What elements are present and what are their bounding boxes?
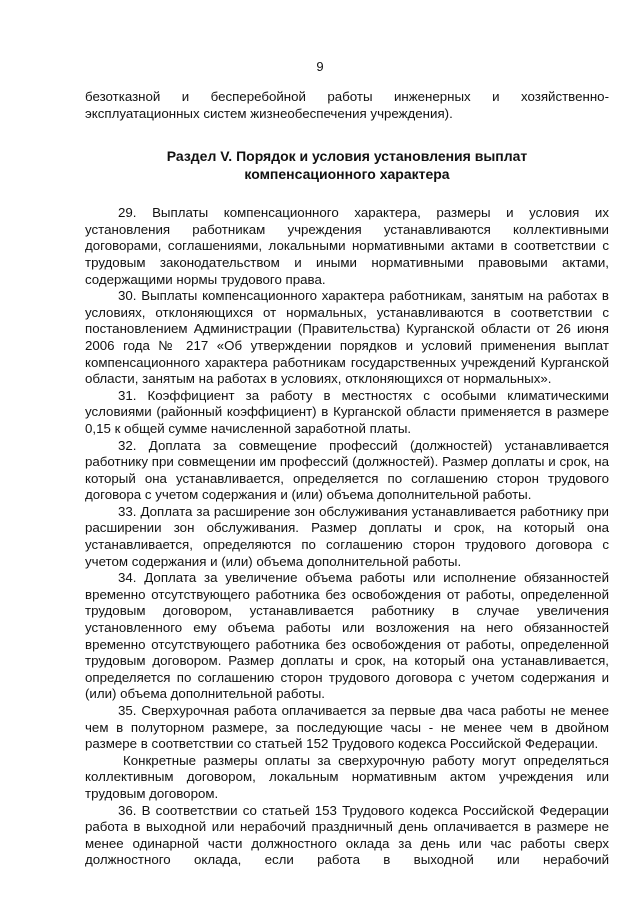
paragraph-35: 35. Сверхурочная работа оплачивается за первые два часа работы не менее чем в полуторном размере, за последующие часы - не менее чем в двойном размере в соответствии со статьей 152 Трудового кодекса Российской Федерации. xyxy=(85,703,609,752)
paragraph-31: 31. Коэффициент за работу в местностях с особыми климатическими условиями (районный коэффициент) в Курганской области применяется в размере 0,15 к общей сумме начисленной заработной платы. xyxy=(85,387,609,436)
paragraph-33: 33. Доплата за расширение зон обслуживания устанавливается работнику при расширении зон обслуживания. Размер доплаты и срок, на который она устанавливается, определяются по соглашению сторон трудового договора с учетом содержания и (или) объема дополнительной работы. xyxy=(85,503,609,569)
page-content xyxy=(85,89,609,869)
intro-paragraph: безотказной и бесперебойной работы инженерных и хозяйственно-эксплуатационных систем жизнеобеспечения учреждения). xyxy=(85,89,609,121)
section-title: Раздел V. Порядок и условия установления выплат компенсационного характера xyxy=(166,148,528,182)
paragraph-36: 36. В соответствии со статьей 153 Трудового кодекса Российской Федерации работа в выходной или нерабочий праздничный день оплачивается в размере не менее одинарной части должностного оклада за день или час работы сверх должностного оклада, если работа в выходной или нерабочий xyxy=(85,802,609,868)
paragraph-29: 29. Выплаты компенсационного характера, размеры и условия их установления работникам учреждения устанавливаются коллективными договорами, соглашениями, локальными нормативными актами в соответствии с трудовым законодательством и иными нормативными правовыми актами, содержащими нормы трудового права. xyxy=(85,205,609,287)
page-number: 9 xyxy=(316,59,324,74)
paragraph-30: 30. Выплаты компенсационного характера работникам, занятым на работах в условиях, отклоняющихся от нормальных, устанавливаются в соответствии с постановлением Администрации (Правительства) Курганской области от 26 июня 2006 года № 217 «Об утверждении порядков и условий применения выплат компенсационного характера работникам государственных учреждений Курганской области, занятым на работах в условиях, отклоняющихся от нормальных». xyxy=(85,288,609,387)
paragraph-34: 34. Доплата за увеличение объема работы или исполнение обязанностей временно отсутствующего работника без освобождения от работы, определенной трудовым договором, устанавливается работнику в случае увеличения установленного ему объема работы или возложения на него обязанностей временно отсутствующего работника без освобождения от работы, определенной трудовым договором. Размер доплаты и срок, на который она устанавливается, определяется по соглашению сторон трудового договора с учетом содержания и (или) объема дополнительной работы. xyxy=(85,570,609,702)
paragraph-35-continuation: Конкретные размеры оплаты за сверхурочную работу могут определяться коллективным договором, локальным нормативным актом учреждения или трудовым договором. xyxy=(85,752,609,801)
paragraph-32: 32. Доплата за совмещение профессий (должностей) устанавливается работнику при совмещении им профессий (должностей). Размер доплаты и срок, на который она устанавливается, определяется по соглашению сторон трудового договора с учетом содержания и (или) объема дополнительной работы. xyxy=(85,437,609,503)
